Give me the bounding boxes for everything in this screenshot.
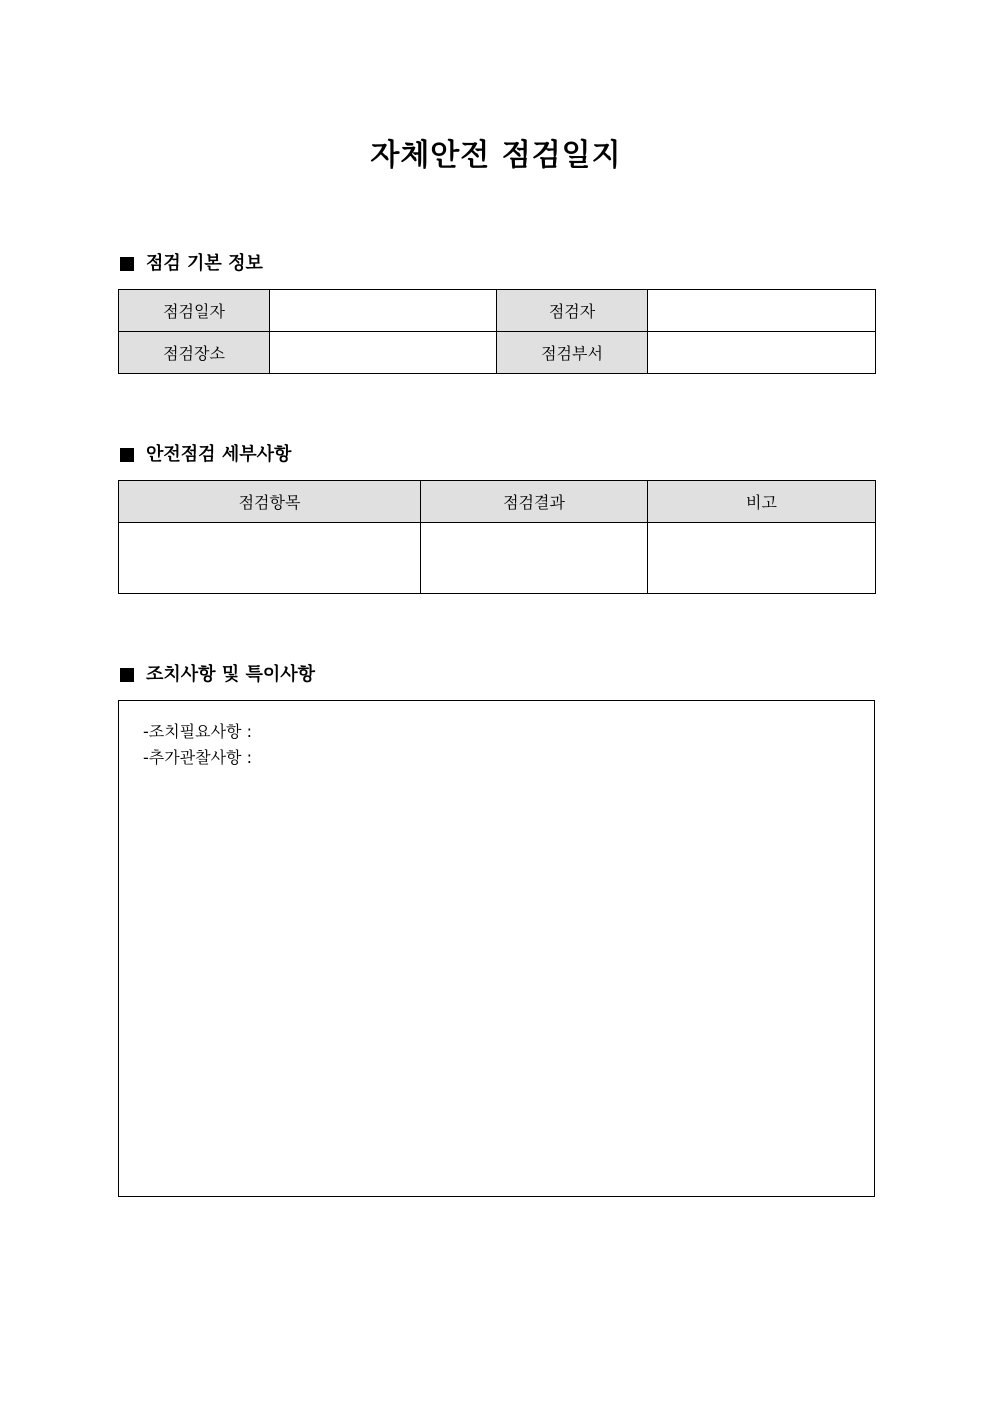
table-row [119,290,876,332]
actions-notes-box[interactable] [118,700,875,1197]
inspection-department-field[interactable] [648,332,876,374]
table-row [119,523,876,594]
column-header-item: 점검항목 [119,481,421,523]
column-header-result: 점검결과 [421,481,648,523]
page-title: 자체안전 점검일지 [370,138,622,173]
inspection-place-label: 점검장소 [119,332,270,374]
inspection-department-label: 점검부서 [497,332,648,374]
section-heading-text: 안전점검 세부사항 [146,444,292,465]
section-heading-text: 조치사항 및 특이사항 [146,664,316,685]
section-heading-details [119,443,291,467]
inspection-date-label: 점검일자 [119,290,270,332]
bullet-square-icon [120,448,134,462]
bullet-square-icon [120,668,134,682]
required-action-line: -조치필요사항 : [143,722,252,741]
result-cell[interactable] [421,523,648,594]
section-heading-basic-info [119,252,263,276]
inspection-place-field[interactable] [270,332,497,374]
basic-info-table [118,289,876,374]
bullet-square-icon [120,257,134,271]
table-header-row [119,481,876,523]
remarks-cell[interactable] [648,523,876,594]
table-row [119,332,876,374]
inspector-field[interactable] [648,290,876,332]
additional-observation-line: -추가관찰사항 : [143,748,252,767]
details-table [118,480,876,594]
item-cell[interactable] [119,523,421,594]
column-header-remarks: 비고 [648,481,876,523]
section-heading-actions [119,663,315,687]
inspection-date-field[interactable] [270,290,497,332]
inspector-label: 점검자 [497,290,648,332]
section-heading-text: 점검 기본 정보 [146,253,263,274]
